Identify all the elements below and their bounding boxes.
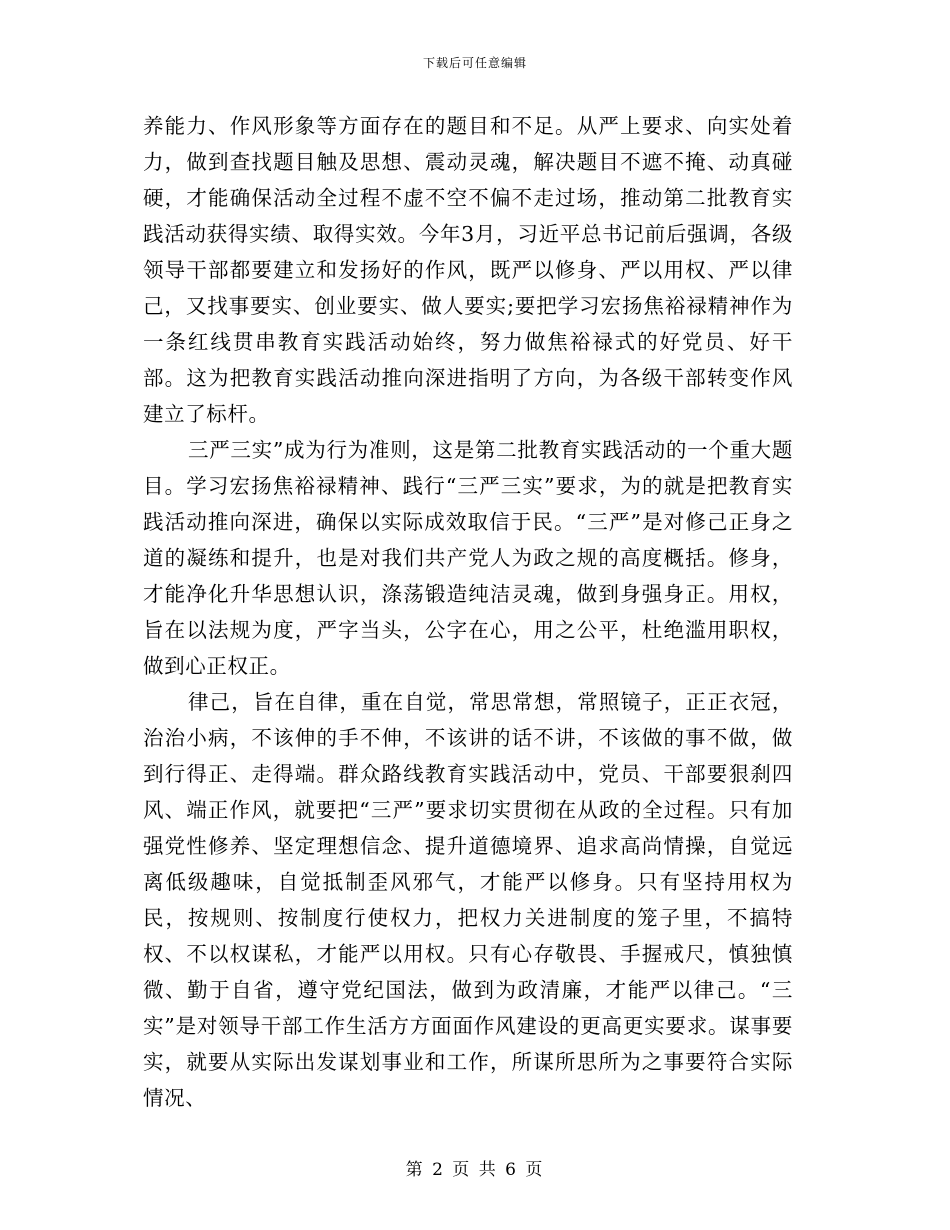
paragraph-2: 三严三实”成为行为准则，这是第二批教育实践活动的一个重大题目。学习宏扬焦裕禄精神、践行“三严三实”要求，为的就是把教育实践活动推向深进，确保以实际成效取信于民。“三严”是对修己正身之道的凝练和提升，也是对我们共产党人为政之规的高度概括。修身，才能净化升华思想认识，涤荡锻造纯洁灵魂，做到身强身正。用权，旨在以法规为度，严字当头，公字在心，用之公平，杜绝滥用职权，做到心正权正。 — [143, 438, 793, 678]
page-footer: 第 2 页 共 6 页 — [405, 1160, 545, 1180]
document-body — [143, 108, 793, 1116]
paragraph-1: 养能力、作风形象等方面存在的题目和不足。从严上要求、向实处着力，做到查找题目触及思想、震动灵魂，解决题目不遮不掩、动真碰硬，才能确保活动全过程不虚不空不偏不走过场，推动第二批教育实践活动获得实绩、取得实效。今年3月，习近平总书记前后强调，各级领导干部都要建立和发扬好的作风，既严以修身、严以用权、严以律己，又找事要实、创业要实、做人要实;要把学习宏扬焦裕禄精神作为一条红线贯串教育实践活动始终，努力做焦裕禄式的好党员、好干部。这为把教育实践活动推向深进指明了方向，为各级干部转变作风建立了标杆。 — [143, 114, 793, 426]
paragraph-3: 律己，旨在自律，重在自觉，常思常想，常照镜子，正正衣冠，治治小病，不该伸的手不伸，不该讲的话不讲，不该做的事不做，做到行得正、走得端。群众路线教育实践活动中，党员、干部要狠刹四风、端正作风，就要把“三严”要求切实贯彻在从政的全过程。只有加强党性修养、坚定理想信念、提升道德境界、追求高尚情操，自觉远离低级趣味，自觉抵制歪风邪气，才能严以修身。只有坚持用权为民，按规则、按制度行使权力，把权力关进制度的笼子里，不搞特权、不以权谋私，才能严以用权。只有心存敬畏、手握戒尺，慎独慎微、勤于自省，遵守党纪国法，做到为政清廉，才能严以律己。“三实”是对领导干部工作生活方方面面作风建设的更高更实要求。谋事要实，就要从实际出发谋划事业和工作，所谋所思所为之事要符合实际情况、 — [143, 690, 793, 1110]
page-header: 下载后可任意编辑 — [422, 56, 527, 70]
